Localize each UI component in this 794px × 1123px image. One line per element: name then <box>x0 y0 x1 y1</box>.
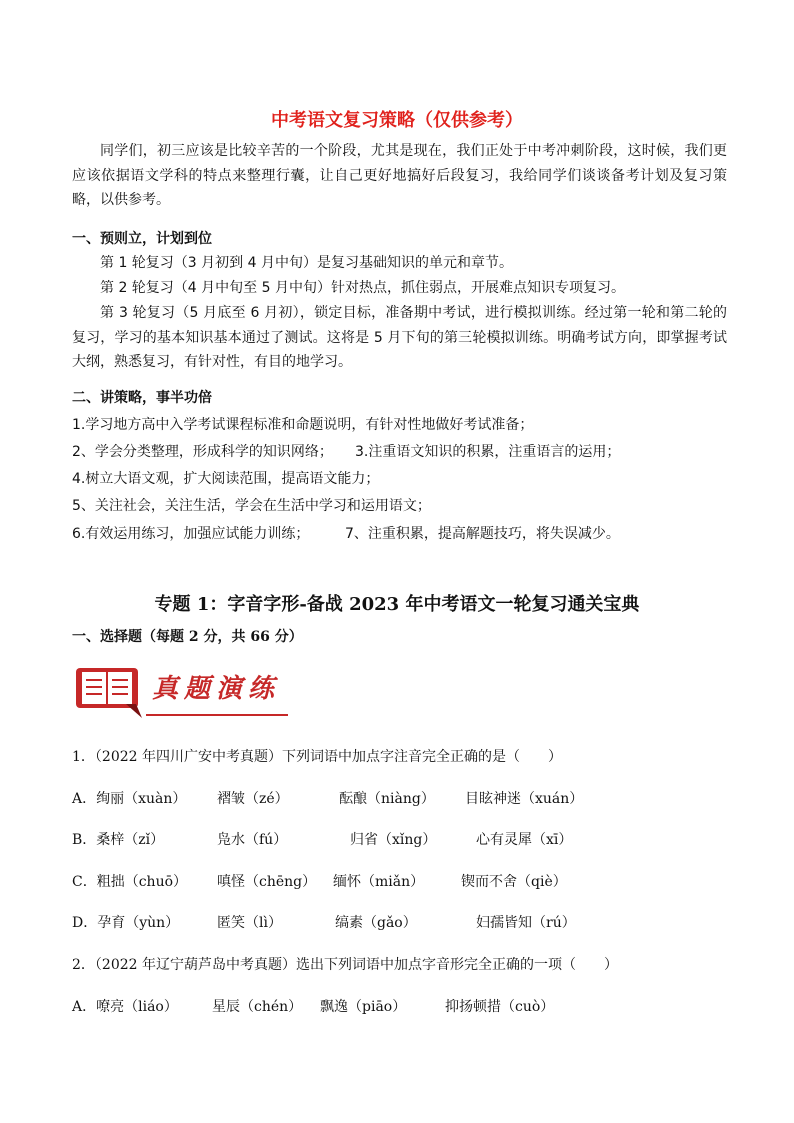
q1-option-c-1: C．粗拙（chuō） <box>72 874 188 890</box>
section-2-heading: 二、讲策略，事半功倍 <box>72 390 212 406</box>
q1-option-b-4: 心有灵犀（xī） <box>476 832 573 848</box>
q1-option-b-3: 归省（xǐng） <box>350 832 437 848</box>
q1-option-a-1: A．绚丽（xuàn） <box>72 791 187 807</box>
round-2-text: 第 2 轮复习（4 月中旬至 5 月中旬）针对热点，抓住弱点，开展难点知识专项复习。 <box>100 280 625 296</box>
q1-option-d-4: 妇孺皆知（rú） <box>476 915 576 931</box>
q1-option-c-4: 锲而不舍（qiè） <box>461 874 567 890</box>
strategy-item-2: 2、学会分类整理，形成科学的知识网络； <box>72 444 333 460</box>
q1-option-d-3: 缟素（gǎo） <box>335 915 417 931</box>
banner-text: 真题演练 <box>152 674 281 704</box>
q1-option-c-2: 嗔怪（chēng） <box>217 874 317 890</box>
q1-option-d-2: 匿笑（lì） <box>217 915 282 931</box>
round-1-text: 第 1 轮复习（3 月初到 4 月中旬）是复习基础知识的单元和章节。 <box>100 255 513 271</box>
intro-paragraph: 同学们，初三应该是比较辛苦的一个阶段，尤其是现在，我们正处于中考冲刺阶段，这时候，我们更应该依据语文学科的特点来整理行囊，让自己更好地搞好后段复习，我给同学们谈谈备考计划及复习策略，以供参考。 <box>72 143 727 208</box>
page-title: 中考语文复习策略（仅供参考） <box>271 110 523 131</box>
q2-option-a-1: A．嘹亮（liáo） <box>72 999 178 1015</box>
question-2-stem: 2．（2022 年辽宁葫芦岛中考真题）选出下列词语中加点字音形完全正确的一项（ ） <box>72 957 618 973</box>
q1-option-b-2: 凫水（fú） <box>217 832 288 848</box>
q1-option-a-2: 褶皱（zé） <box>217 791 289 807</box>
round-3-text: 第 3 轮复习（5 月底至 6 月初），锁定目标，准备期中考试，进行模拟训练。经过第一轮和第二轮的复习，学习的基本知识基本通过了测试。这将是 5 月下旬的第三轮模拟训练。明确考试方向，即掌握考试大纲，熟悉复习，有针对性，有目的地学习。 <box>72 305 727 370</box>
strategy-item-7: 7、注重积累，提高解题技巧，将失误减少。 <box>345 526 620 542</box>
strategy-item-3: 3.注重语文知识的积累，注重语言的运用； <box>355 444 621 460</box>
q2-option-a-2: 星辰（chén） <box>212 999 303 1015</box>
q2-option-a-4: 抑扬顿措（cuò） <box>445 999 555 1015</box>
q1-option-a-3: 酝酿（niàng） <box>339 791 435 807</box>
strategy-item-4: 4.树立大语文观，扩大阅读范围，提高语文能力； <box>72 471 380 487</box>
q1-option-c-3: 缅怀（miǎn） <box>333 874 425 890</box>
strategy-item-5: 5、关注社会，关注生活，学会在生活中学习和运用语文； <box>72 498 431 514</box>
part-heading: 一、选择题（每题 2 分，共 66 分） <box>72 629 303 645</box>
question-1-stem: 1．（2022 年四川广安中考真题）下列词语中加点字注音完全正确的是（ ） <box>72 749 562 765</box>
topic-title: 专题 1：字音字形-备战 2023 年中考语文一轮复习通关宝典 <box>154 594 640 615</box>
q2-option-a-3: 飘逸（piāo） <box>320 999 407 1015</box>
section-1-heading: 一、预则立，计划到位 <box>72 231 212 247</box>
strategy-item-6: 6.有效运用练习，加强应试能力训练； <box>72 526 310 542</box>
q1-option-d-1: D．孕育（yùn） <box>72 915 180 931</box>
q1-option-b-1: B．桑梓（zǐ） <box>72 832 165 848</box>
q1-option-a-4: 目眩神迷（xuán） <box>465 791 584 807</box>
strategy-item-1: 1.学习地方高中入学考试课程标准和命题说明，有针对性地做好考试准备； <box>72 417 534 433</box>
